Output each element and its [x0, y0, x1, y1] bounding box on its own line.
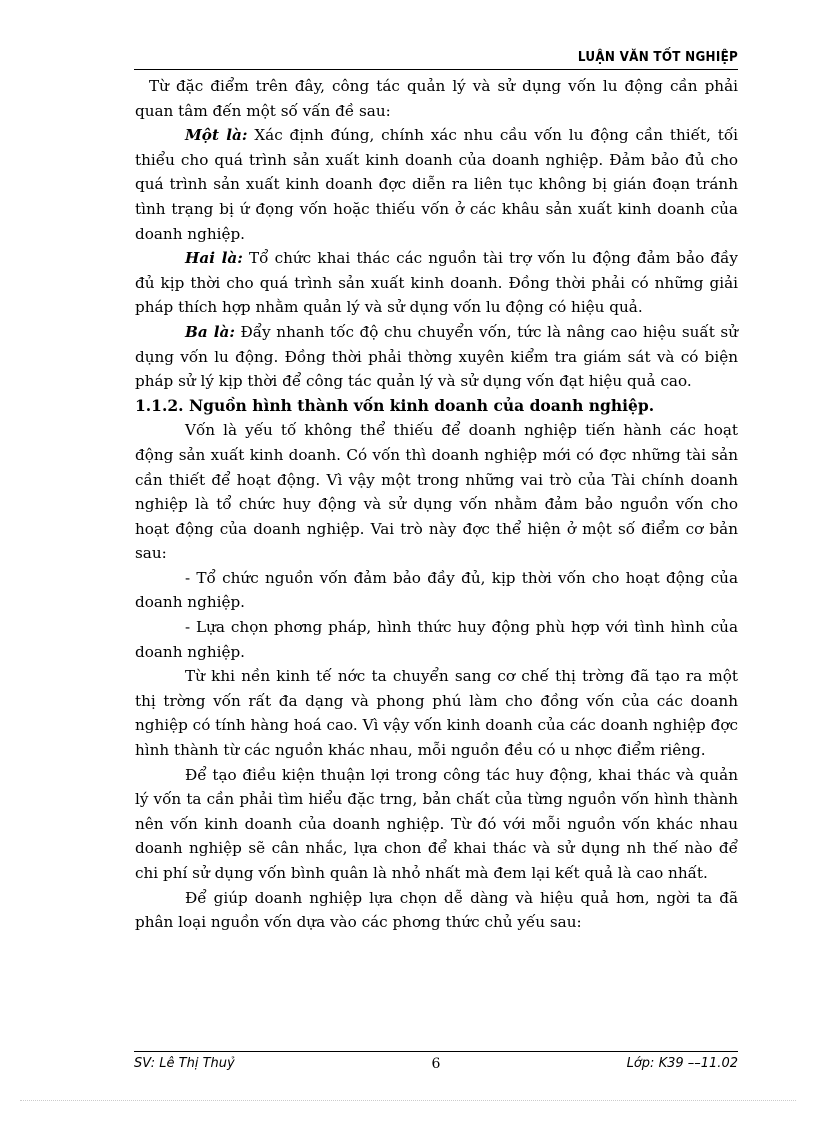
point-two-text: Tổ chức khai thác các nguồn tài trợ vốn lu động đảm bảo đầy đủ kịp thời cho quá trình sản xuất kinh doanh. Đồng thời phải có những giải pháp thích hợp nhằm quản lý và sử dụng vốn lu động có hiệu quả. [135, 249, 738, 317]
document-body [135, 74, 738, 935]
page-footer [134, 1056, 738, 1076]
point-two-paragraph [135, 246, 738, 320]
point-one-paragraph [135, 123, 738, 246]
classification-paragraph: Để giúp doanh nghiệp lựa chọn dễ dàng và hiệu quả hơn, ngời ta đã phân loại nguồn vốn dựa vào các phơng thức chủ yếu sau: [135, 888, 738, 932]
document-header-title: LUẬN VĂN TỐT NGHIỆP [577, 50, 738, 65]
point-three-paragraph [135, 320, 738, 394]
page-bottom-border [20, 1100, 796, 1101]
footer-student-name: SV: Lê Thị Thuỷ [134, 1056, 235, 1071]
point-one-text: Xác định đúng, chính xác nhu cầu vốn lu động cần thiết, tối thiểu cho quá trình sản xuất kinh doanh của doanh nghiệp. Đảm bảo đủ cho quá trình sản xuất kinh doanh đợc diễn ra liên tục không bị gián đoạn tránh tình trạng bị ứ đọng vốn hoặc thiếu vốn ở các khâu sản xuất kinh doanh của doanh nghiệp. [135, 126, 739, 243]
point-three-text: Đẩy nhanh tốc độ chu chuyển vốn, tức là nâng cao hiệu suất sử dụng vốn lu động. Đồng thời phải thờng xuyên kiểm tra giám sát và có biện pháp sử lý kịp thời để công tác quản lý và sử dụng vốn đạt hiệu quả cao. [135, 322, 738, 391]
point-one-lead: Một là: [185, 126, 248, 145]
conditions-paragraph: Để tạo điều kiện thuận lợi trong công tác huy động, khai thác và quản lý vốn ta cần phải tìm hiểu đặc trng, bản chất của từng nguồn vốn hình thành nên vốn kinh doanh của doanh nghiệp. Từ đó với mỗi nguồn vốn khác nhau doanh nghiệp sẽ cân nhắc, lựa chon để khai thác và sử dụng nh thế nào để chi phí sử dụng vốn bình quân là nhỏ nhất mà đem lại kết quả là cao nhất. [135, 765, 738, 882]
header-divider [134, 69, 738, 70]
point-three-lead: Ba là: [185, 322, 235, 341]
footer-class: Lớp: K39 ––11.02 [626, 1056, 738, 1071]
footer-page-number: 6 [431, 1056, 441, 1072]
bullet-item-one: - Tổ chức nguồn vốn đảm bảo đầy đủ, kịp thời vốn cho hoạt động của doanh nghiệp. [135, 568, 738, 612]
section-heading: 1.1.2. Nguồn hình thành vốn kinh doanh của doanh nghiệp. [135, 395, 655, 415]
intro-paragraph: Từ đặc điểm trên đây, công tác quản lý và sử dụng vốn lu động cần phải quan tâm đến một số vấn đề sau: [135, 77, 738, 120]
capital-role-paragraph: Vốn là yếu tố không thể thiếu để doanh nghiệp tiến hành các hoạt động sản xuất kinh doanh. Có vốn thì doanh nghiệp mới có đợc những tài sản cần thiết để hoạt động. Vì vậy một trong những vai trò của Tài chính doanh nghiệp là tổ chức huy động và sử dụng vốn nhằm đảm bảo nguồn vốn cho hoạt động của doanh nghiệp. Vai trò này đợc thể hiện ở một số điểm cơ bản sau: [135, 421, 738, 563]
point-two-lead: Hai là: [185, 249, 243, 268]
footer-divider [134, 1051, 738, 1052]
market-paragraph: Từ khi nền kinh tế nớc ta chuyển sang cơ chế thị trờng đã tạo ra một thị trờng vốn rất đa dạng và phong phú làm cho đồng vốn của các doanh nghiệp có tính hàng hoá cao. Vì vậy vốn kinh doanh của các doanh nghiệp đợc hình thành từ các nguồn khác nhau, mỗi nguồn đều có u nhợc điểm riêng. [135, 667, 738, 760]
bullet-item-two: - Lựa chọn phơng pháp, hình thức huy động phù hợp với tình hình của doanh nghiệp. [135, 618, 738, 661]
